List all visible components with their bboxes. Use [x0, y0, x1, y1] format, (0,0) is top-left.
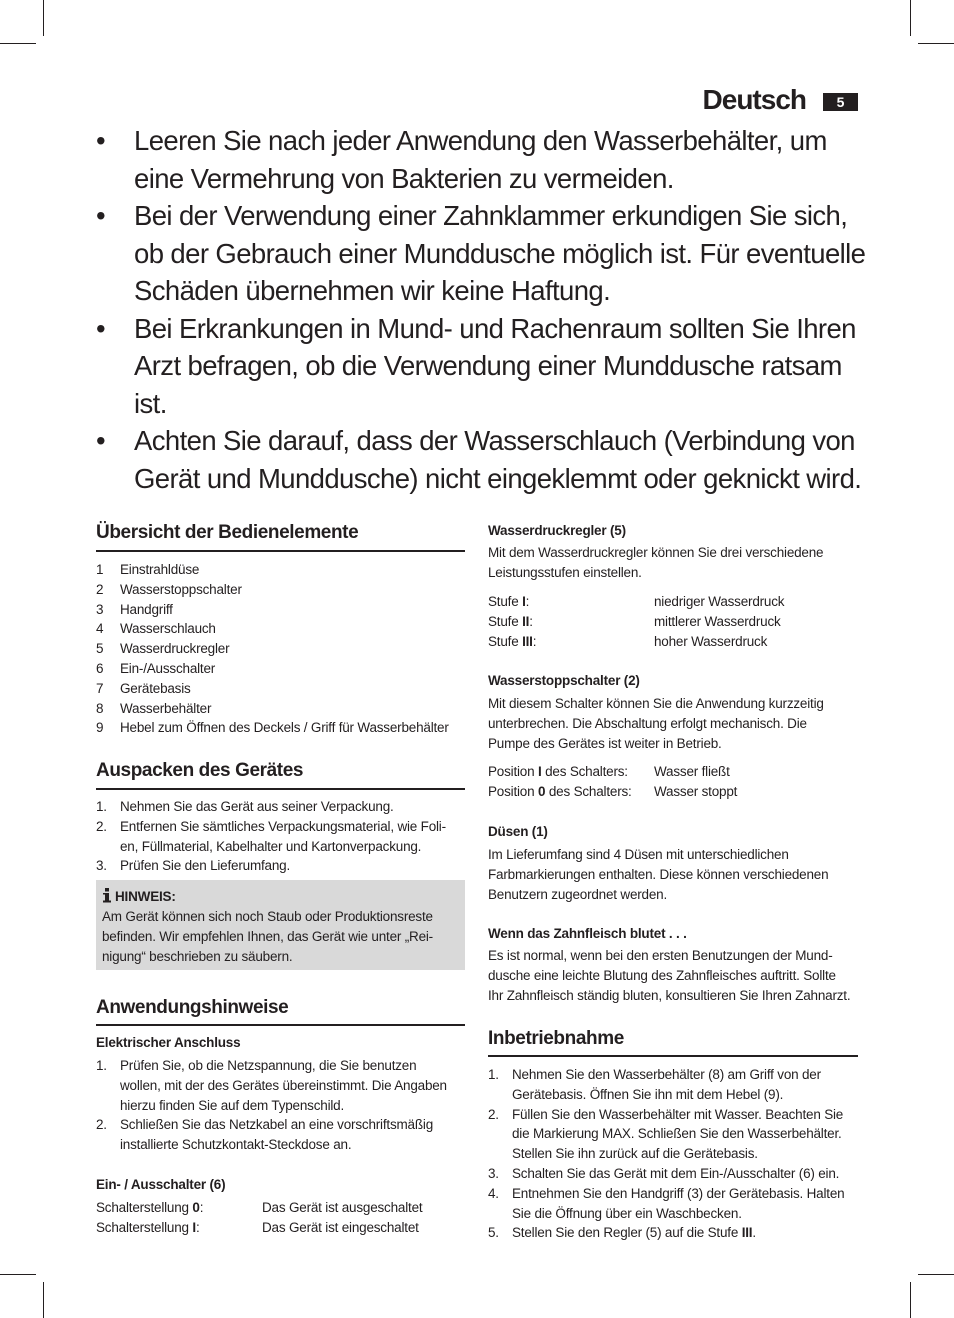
text-line: Ihr Zahnfleisch ständig bluten, konsultieren Sie Ihren Zahnarzt.	[488, 987, 851, 1003]
usage-title: Anwendungshinweise	[96, 997, 289, 1018]
text-line: Leistungsstufen einstellen.	[488, 564, 642, 580]
page-number-badge: 5	[823, 93, 858, 111]
crop-mark	[910, 1282, 911, 1318]
step-number: 4.	[488, 1185, 499, 1201]
row-value: Das Gerät ist eingeschaltet	[262, 1219, 419, 1235]
control-item	[96, 659, 476, 679]
step-line: Nehmen Sie den Wasserbehälter (8) am Griff von der	[512, 1067, 821, 1082]
control-item	[96, 560, 476, 580]
text-line: nigung“ beschrieben zu säubern.	[102, 948, 293, 964]
row-label: Position I des Schalters:	[488, 764, 628, 779]
item-label: Wasserdruckregler	[120, 641, 230, 657]
controls-list	[96, 560, 476, 738]
item-number: 5	[96, 641, 104, 657]
step-line: installierte Schutzkontakt-Steckdose an.	[120, 1137, 352, 1153]
bullet-line: ob der Gebrauch einer Munddusche möglich ist. Für eventuelle	[134, 237, 866, 269]
step-line: Stellen Sie den Regler (5) auf die Stufe III.	[512, 1225, 756, 1241]
startup-title: Inbetriebnahme	[488, 1028, 624, 1049]
row-label-bold: II	[522, 613, 530, 629]
item-number: 6	[96, 660, 104, 676]
startup-steps	[488, 1065, 860, 1243]
text-line: Benutzern zugeordnet werden.	[488, 886, 668, 902]
step-number: 1.	[96, 799, 107, 814]
item-label: Ein-/Ausschalter	[120, 660, 216, 676]
step-item	[96, 856, 465, 876]
step-item	[488, 1065, 860, 1105]
table-row	[488, 762, 858, 782]
unpacking-steps	[96, 797, 465, 876]
text-line: Farbmarkierungen enthalten. Diese können verschiedenen	[488, 866, 829, 882]
step-line: Nehmen Sie das Gerät aus seiner Verpackung.	[120, 799, 394, 814]
crop-mark	[0, 1274, 36, 1275]
bullet-line: Bei Erkrankungen in Mund- und Rachenraum sollten Sie Ihren	[134, 312, 856, 344]
step-line: wollen, mit der des Gerätes übereinstimmt. Die Angaben	[120, 1077, 447, 1093]
table-row	[96, 1218, 465, 1238]
note-title	[102, 887, 176, 907]
step-item	[488, 1184, 860, 1224]
text-line: Es ist normal, wenn bei den ersten Benutzungen der Mund-	[488, 948, 833, 963]
step-number: 2.	[488, 1106, 499, 1122]
table-row	[488, 592, 858, 612]
pressure-table	[488, 592, 858, 651]
bullet-line: Bei der Verwendung einer Zahnklammer erkundigen Sie sich,	[134, 200, 848, 231]
bleeding-text	[488, 946, 868, 1005]
item-number: 9	[96, 720, 104, 736]
step-line: Prüfen Sie, ob die Netzspannung, die Sie benutzen	[120, 1058, 417, 1073]
text-line: Mit diesem Schalter können Sie die Anwendung kurzzeitig	[488, 696, 824, 711]
step-item	[488, 1164, 860, 1184]
bullet-line: Gerät und Munddusche) nicht eingeklemmt oder geknickt wird.	[134, 462, 862, 494]
row-value: mittlerer Wasserdruck	[654, 613, 781, 629]
bullet-dot: •	[96, 425, 106, 456]
step-bold: III	[741, 1225, 753, 1241]
step-line: Entfernen Sie sämtliches Verpackungsmaterial, wie Foli-	[120, 818, 446, 834]
step-line: Prüfen Sie den Lieferumfang.	[120, 858, 291, 874]
item-label: Wasserbehälter	[120, 700, 212, 716]
safety-bullet	[96, 310, 866, 423]
switch-table	[96, 1198, 465, 1238]
note-box	[96, 880, 465, 970]
text-line: Im Lieferumfang sind 4 Düsen mit unterschiedlichen	[488, 847, 789, 862]
step-item	[96, 1115, 468, 1155]
item-label: Wasserschlauch	[120, 621, 216, 637]
row-label-bold: 0	[537, 783, 546, 799]
crop-mark	[43, 1282, 44, 1318]
step-number: 3.	[488, 1165, 499, 1181]
step-line: Schalten Sie das Gerät mit dem Ein-/Ausschalter (6) ein.	[512, 1165, 840, 1181]
step-line: Stellen Sie ihn zurück auf die Gerätebasis.	[512, 1146, 758, 1162]
step-number: 2.	[96, 1117, 107, 1133]
switch-heading: Ein- / Ausschalter (6)	[96, 1177, 226, 1192]
row-label: Stufe I:	[488, 594, 530, 609]
item-number: 4	[96, 621, 104, 637]
row-label: Schalterstellung I:	[96, 1219, 200, 1235]
crop-mark	[918, 1274, 954, 1275]
control-item	[96, 619, 476, 639]
step-line: hierzu finden Sie auf dem Typenschild.	[120, 1097, 345, 1113]
step-number: 5.	[488, 1225, 499, 1241]
step-item	[488, 1223, 860, 1243]
control-item	[96, 580, 476, 600]
control-item	[96, 718, 476, 738]
crop-mark	[918, 43, 954, 44]
step-item	[96, 817, 465, 857]
row-value: Das Gerät ist ausgeschaltet	[262, 1200, 423, 1215]
safety-bullet	[96, 422, 866, 497]
unpacking-title: Auspacken des Gerätes	[96, 760, 304, 781]
safety-bullet	[96, 197, 866, 310]
section-rule	[96, 1024, 465, 1026]
info-icon	[102, 888, 112, 903]
step-item	[488, 1105, 860, 1164]
bullet-line: Leeren Sie nach jeder Anwendung den Wasserbehälter, um	[134, 125, 827, 156]
text-line: unterbrechen. Die Abschaltung erfolgt mechanisch. Die	[488, 715, 807, 731]
step-line: die Markierung MAX. Schließen Sie den Wasserbehälter.	[512, 1126, 842, 1142]
control-item	[96, 600, 476, 620]
crop-mark	[43, 0, 44, 36]
row-label-bold: I	[192, 1219, 196, 1235]
item-number: 3	[96, 601, 104, 617]
overview-title: Übersicht der Bedienelemente	[96, 522, 359, 543]
pressure-text	[488, 543, 860, 583]
step-number: 1.	[488, 1067, 499, 1082]
bullet-line: Schäden übernehmen wir keine Haftung.	[134, 275, 611, 306]
step-number: 1.	[96, 1058, 107, 1073]
waterstop-table	[488, 762, 858, 802]
note-text	[102, 907, 457, 966]
step-line: en, Füllmaterial, Kabelhalter und Kartonverpackung.	[120, 838, 422, 854]
row-label-bold: III	[522, 633, 533, 649]
row-label: Stufe III:	[488, 633, 537, 649]
item-label: Handgriff	[120, 601, 173, 617]
step-line: Füllen Sie den Wasserbehälter mit Wasser. Beachten Sie	[512, 1106, 844, 1122]
table-row	[96, 1198, 465, 1218]
bleeding-heading: Wenn das Zahnfleisch blutet . . .	[488, 926, 687, 941]
bullet-dot: •	[96, 312, 106, 344]
bullet-line: eine Vermehrung von Bakterien zu vermeiden.	[134, 162, 674, 194]
note-title-text: HINWEIS:	[115, 889, 176, 904]
item-label: Wasserstoppschalter	[120, 581, 242, 597]
row-value: Wasser fließt	[654, 764, 730, 779]
item-label: Gerätebasis	[120, 680, 191, 696]
control-item	[96, 679, 476, 699]
text-line: Mit dem Wasserdruckregler können Sie drei verschiedene	[488, 545, 824, 560]
row-label: Position 0 des Schalters:	[488, 783, 632, 799]
row-label-bold: I	[537, 764, 542, 779]
text-line: dusche eine leichte Blutung des Zahnfleisches auftritt. Sollte	[488, 967, 836, 983]
item-label: Hebel zum Öffnen des Deckels / Griff für Wasserbehälter	[120, 720, 449, 736]
page-language-header: Deutsch	[702, 84, 806, 115]
bullet-dot: •	[96, 200, 106, 231]
row-label-bold: 0	[192, 1200, 200, 1215]
table-row	[488, 612, 858, 632]
row-label: Stufe II:	[488, 613, 533, 629]
bullet-line: ist.	[134, 387, 167, 419]
step-line: Gerätebasis. Öffnen Sie ihn mit dem Hebel (9).	[512, 1086, 784, 1102]
section-rule	[96, 550, 465, 552]
step-line: Schließen Sie das Netzkabel an eine vorschriftsmäßig	[120, 1117, 434, 1133]
control-item	[96, 639, 476, 659]
crop-mark	[910, 0, 911, 36]
electric-heading: Elektrischer Anschluss	[96, 1035, 241, 1050]
text-line: Am Gerät können sich noch Staub oder Produktionsreste	[102, 909, 433, 924]
item-number: 8	[96, 700, 104, 716]
section-rule	[96, 788, 465, 790]
step-line: Entnehmen Sie den Handgriff (3) der Gerätebasis. Halten	[512, 1185, 845, 1201]
bullet-line: Arzt befragen, ob die Verwendung einer Munddusche ratsam	[134, 350, 842, 381]
step-number: 3.	[96, 858, 107, 874]
nozzles-heading: Düsen (1)	[488, 824, 548, 839]
row-value: Wasser stoppt	[654, 783, 738, 799]
section-rule	[488, 1055, 858, 1057]
control-item	[96, 699, 476, 719]
pressure-heading: Wasserdruckregler (5)	[488, 523, 626, 538]
item-number: 2	[96, 581, 104, 597]
step-number: 2.	[96, 818, 107, 834]
item-number: 7	[96, 680, 104, 696]
item-label: Einstrahldüse	[120, 562, 200, 577]
crop-mark	[0, 43, 36, 44]
table-row	[488, 632, 858, 652]
text-line: befinden. Wir empfehlen Ihnen, das Gerät wie unter „Rei-	[102, 928, 433, 944]
bullet-dot: •	[96, 125, 106, 156]
waterstop-heading: Wasserstoppschalter (2)	[488, 673, 640, 688]
step-item	[96, 797, 465, 817]
item-number: 1	[96, 562, 104, 577]
electric-steps	[96, 1056, 468, 1155]
row-value: niedriger Wasserdruck	[654, 594, 785, 609]
safety-bullet-list	[96, 122, 866, 497]
row-label: Schalterstellung 0:	[96, 1200, 204, 1215]
step-line: Sie die Öffnung über ein Waschbecken.	[512, 1205, 742, 1221]
bullet-line: Achten Sie darauf, dass der Wasserschlauch (Verbindung von	[134, 425, 855, 456]
nozzles-text	[488, 845, 860, 904]
table-row	[488, 782, 858, 802]
row-value: hoher Wasserdruck	[654, 633, 768, 649]
waterstop-text	[488, 694, 860, 753]
text-line: Pumpe des Gerätes ist weiter in Betrieb.	[488, 735, 722, 751]
step-item	[96, 1056, 468, 1115]
row-label-bold: I	[522, 594, 526, 609]
safety-bullet	[96, 122, 866, 197]
